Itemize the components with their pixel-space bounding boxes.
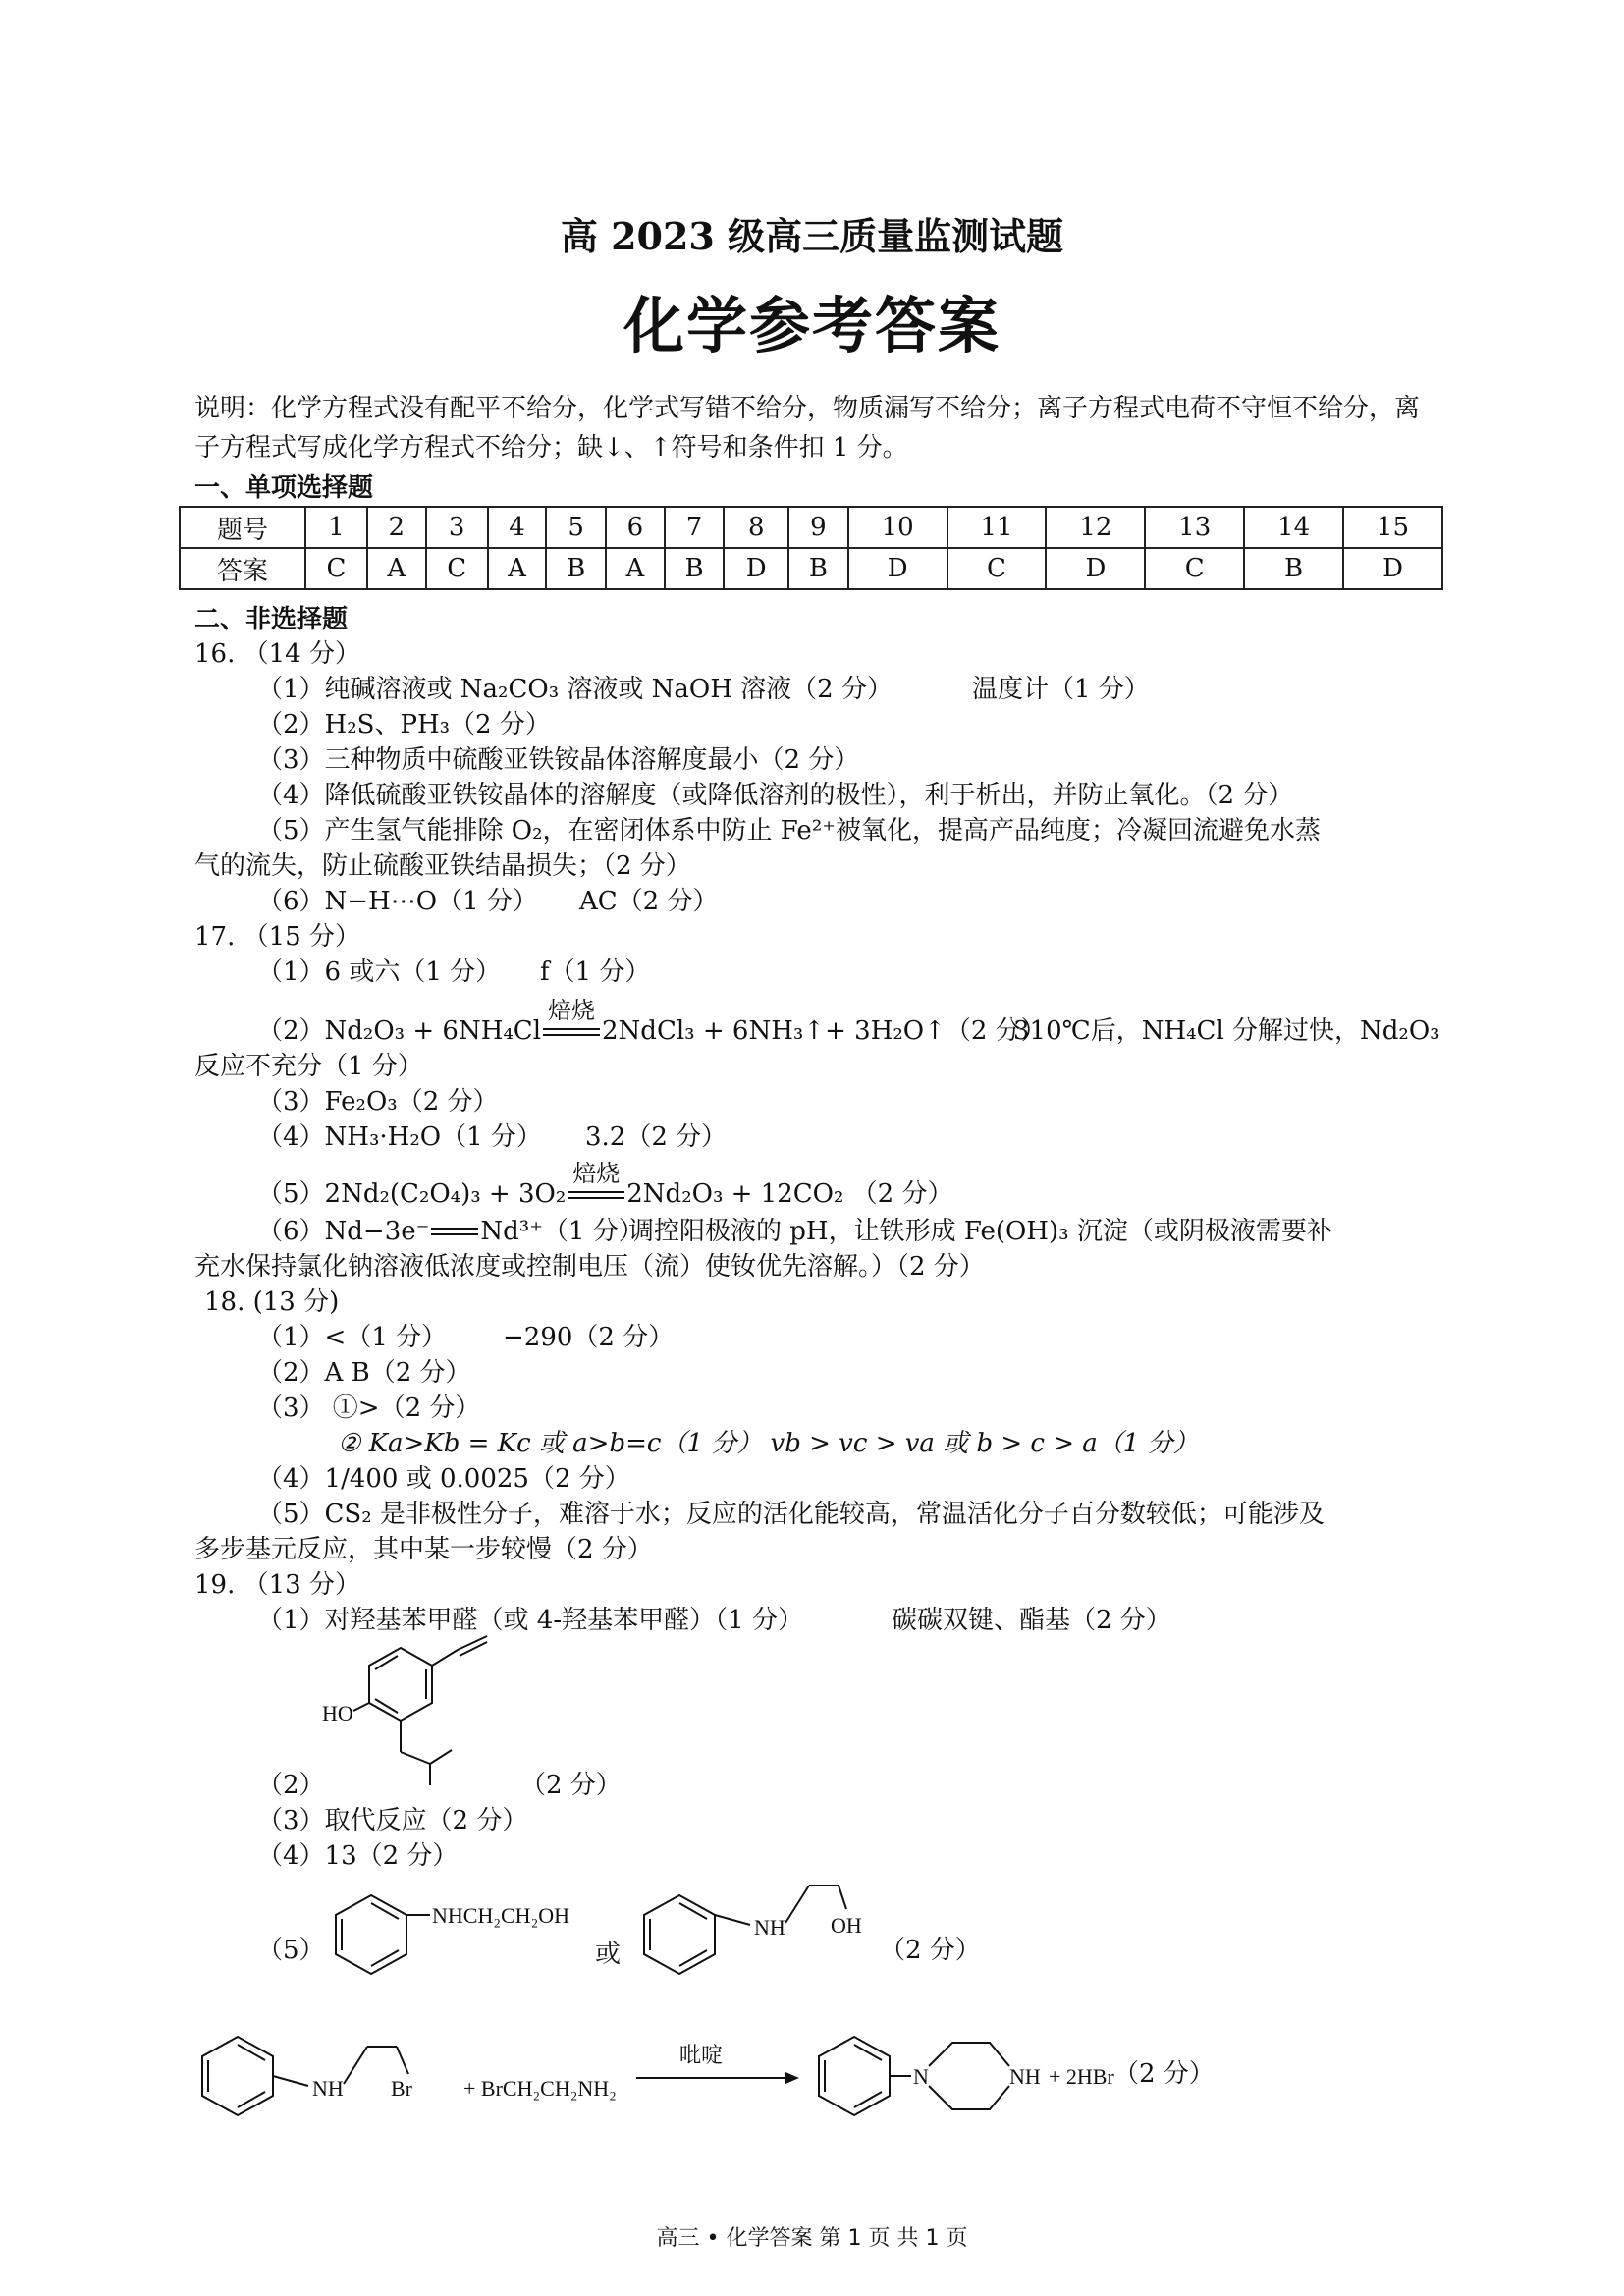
q19-reaction-scheme: [187, 1994, 1227, 2121]
q16-answer-4: （4）降低硫酸亚铁铵晶体的溶解度（或降低溶剂的极性），利于析出，并防止氧化。（2 分）: [257, 781, 1294, 810]
hydroxyl-label: HO: [322, 1701, 353, 1725]
table-cell: 4: [488, 507, 547, 548]
table-cell: B: [1244, 548, 1343, 589]
reactant-nh-label: NH: [312, 2076, 344, 2101]
q19-answer-5-or: 或: [595, 1940, 622, 1969]
q16-answer-5-line1: （5）产生氢气能排除 O₂，在密闭体系中防止 Fe²⁺被氧化，提高产品纯度；冷凝回流避免水蒸: [257, 816, 1321, 846]
q18-answer-3b: ② Ka>Kb = Kc 或 a>b=c（1 分） vb > vc > va 或 b > c > a（1 分）: [338, 1429, 1199, 1458]
q17-half-reaction-left: （6）Nd−3e⁻: [257, 1217, 430, 1246]
table-cell: 15: [1343, 507, 1442, 548]
piperazine-n-label: N: [913, 2064, 929, 2089]
answer-table: [179, 506, 1443, 590]
table-cell: 12: [1046, 507, 1145, 548]
table-cell: 1: [305, 507, 367, 548]
q17-answer-4: （4）NH₃·H₂O（1 分）: [257, 1122, 542, 1152]
q16-answer-2: （2）H₂S、PH₃（2 分）: [257, 710, 551, 739]
q17-half-reaction-right: Nd³⁺（1 分）: [480, 1217, 644, 1246]
q19-reaction-score: （2 分）: [1113, 2059, 1215, 2089]
q19-answer-3: （3）取代反应（2 分）: [257, 1806, 528, 1835]
q16-answer-6: （6）N−H⋯O（1 分）: [257, 887, 538, 916]
byproduct-label: + 2HBr: [1049, 2064, 1114, 2089]
page-footer: 高三 • 化学答案 第 1 页 共 1 页: [656, 2226, 968, 2251]
q16-header: 16. （14 分）: [194, 639, 360, 669]
reagent-label: + BrCH₂CH₂NH₂: [463, 2076, 617, 2101]
table-cell: A: [606, 548, 665, 589]
roast-equal-sign: [566, 1160, 626, 1205]
table-cell: D: [848, 548, 947, 589]
q17-header: 17. （15 分）: [194, 922, 360, 952]
table-cell: 14: [1244, 507, 1343, 548]
roast-equal-sign: [541, 997, 602, 1042]
table-cell: B: [788, 548, 848, 589]
table-cell: 7: [665, 507, 725, 548]
table-cell: 9: [788, 507, 848, 548]
table-cell: B: [665, 548, 725, 589]
table-cell: B: [546, 548, 606, 589]
table-cell: C: [305, 548, 367, 589]
q16-answer-1: （1）纯碱溶液或 Na₂CO₃ 溶液或 NaOH 溶液（2 分）: [257, 675, 893, 704]
q19-header: 19. （13 分）: [194, 1570, 360, 1600]
pyridine-label: 吡啶: [679, 2043, 724, 2067]
q19-structure-2: [314, 1632, 530, 1789]
q19-answer-5: （5）: [257, 1936, 325, 1965]
q17-answer-6: [257, 1214, 644, 1249]
q18-answer-1: （1）<（1 分）: [257, 1323, 448, 1352]
nh-label: NH: [754, 1915, 785, 1940]
q17-answer-2-tail: 310℃后，NH₄Cl 分解过快，Nd₂O₃: [1013, 1016, 1440, 1046]
row-label-answer: 答案: [180, 548, 305, 589]
table-cell: 11: [947, 507, 1047, 548]
section-1-title: 一、单项选择题: [194, 473, 374, 503]
table-cell: 8: [724, 507, 788, 548]
table-cell: 2: [367, 507, 426, 548]
piperazine-nh-label: NH: [1009, 2064, 1041, 2089]
table-cell: D: [1046, 548, 1145, 589]
table-cell: A: [488, 548, 547, 589]
q18-answer-4: （4）1/400 或 0.0025（2 分）: [257, 1464, 630, 1494]
q19-structure-5b: [628, 1856, 884, 1984]
q18-answer-5-line1: （5）CS₂ 是非极性分子，难溶于水；反应的活化能较高，常温活化分子百分数较低；可能涉及: [257, 1500, 1325, 1529]
table-cell: 13: [1145, 507, 1244, 548]
table-cell: D: [1343, 548, 1442, 589]
table-cell: 5: [546, 507, 606, 548]
q16-answer-5-line2: 气的流失，防止硫酸亚铁结晶损失；（2 分）: [194, 851, 691, 881]
q19-answer-2: （2）: [257, 1771, 325, 1800]
q18-header: 18. (13 分): [204, 1287, 340, 1317]
table-row-answers: [180, 548, 1442, 589]
oh-label: OH: [831, 1913, 862, 1938]
nhch2ch2oh-label: NHCH₂CH₂OH: [432, 1903, 570, 1928]
q17-eq5-reactants: （5）2Nd₂(C₂O₄)₃ + 3O₂: [257, 1179, 567, 1209]
q17-answer-3: （3）Fe₂O₃（2 分）: [257, 1087, 499, 1117]
q19-answer-5-score: （2 分）: [880, 1936, 981, 1965]
q17-eq2-products: 2NdCl₃ + 6NH₃↑+ 3H₂O↑（2 分）: [602, 1016, 1047, 1046]
q18-answer-3: （3） ①>（2 分）: [257, 1394, 481, 1423]
q18-answer-5-line2: 多步基元反应，其中某一步较慢（2 分）: [194, 1535, 653, 1564]
q19-answer-4: （4）13（2 分）: [257, 1841, 459, 1871]
q18-answer-2: （2）A B（2 分）: [257, 1358, 471, 1388]
table-cell: 10: [848, 507, 947, 548]
section-2-title: 二、非选择题: [194, 605, 349, 634]
q16-answer-1b: 温度计（1 分）: [972, 675, 1150, 704]
q19-answer-1: （1）对羟基苯甲醛（或 4-羟基苯甲醛）（1 分）: [257, 1606, 803, 1635]
q17-eq5-products: 2Nd₂O₃ + 12CO₂ （2 分）: [626, 1179, 953, 1209]
exam-title: 高 2023 级高三质量监测试题: [560, 214, 1064, 258]
q17-answer-6-tail: 调控阳极液的 pH，让铁形成 Fe(OH)₃ 沉淀（或阴极液需要补: [628, 1217, 1332, 1246]
q17-answer-4b: 3.2（2 分）: [585, 1122, 728, 1152]
table-cell: D: [724, 548, 788, 589]
page-title: 化学参考答案: [623, 290, 1001, 361]
q17-answer-6-line2: 充水保持氯化钠溶液低浓度或控制电压（流）使钕优先溶解。）（2 分）: [194, 1252, 985, 1282]
table-cell: C: [1145, 548, 1244, 589]
row-label-number: 题号: [180, 507, 305, 548]
q16-answer-6b: AC（2 分）: [579, 887, 719, 916]
q17-answer-2-line2: 反应不充分（1 分）: [194, 1052, 423, 1081]
table-cell: 6: [606, 507, 665, 548]
q16-answer-3: （3）三种物质中硫酸亚铁铵晶体溶解度最小（2 分）: [257, 745, 860, 775]
reaction-condition: 焙烧: [572, 1160, 621, 1187]
table-cell: C: [426, 548, 488, 589]
q17-answer-5: [257, 1160, 953, 1212]
table-cell: 3: [426, 507, 488, 548]
table-cell: C: [947, 548, 1047, 589]
table-row-numbers: [180, 507, 1442, 548]
q19-answer-2-score: （2 分）: [520, 1771, 622, 1800]
reaction-condition: 焙烧: [548, 997, 596, 1024]
grading-note: 说明：化学方程式没有配平不给分，化学式写错不给分，物质漏写不给分；离子方程式电荷不守恒不给分，离子方程式写成化学方程式不给分；缺↓、↑符号和条件扣 1 分。: [194, 394, 1421, 463]
equal-sign: [429, 1225, 480, 1240]
table-cell: A: [367, 548, 426, 589]
q17-answer-1: （1）6 或六（1 分）: [257, 957, 502, 987]
q19-answer-1b: 碳碳双键、酯基（2 分）: [892, 1606, 1171, 1635]
q19-structure-5a: [320, 1882, 615, 1980]
q17-eq2-reactants: （2）Nd₂O₃ + 6NH₄Cl: [257, 1016, 542, 1046]
q17-answer-2: [257, 997, 1047, 1049]
q17-answer-1b: f（1 分）: [540, 957, 651, 987]
q18-answer-1b: −290（2 分）: [503, 1323, 675, 1352]
reactant-br-label: Br: [391, 2076, 412, 2101]
